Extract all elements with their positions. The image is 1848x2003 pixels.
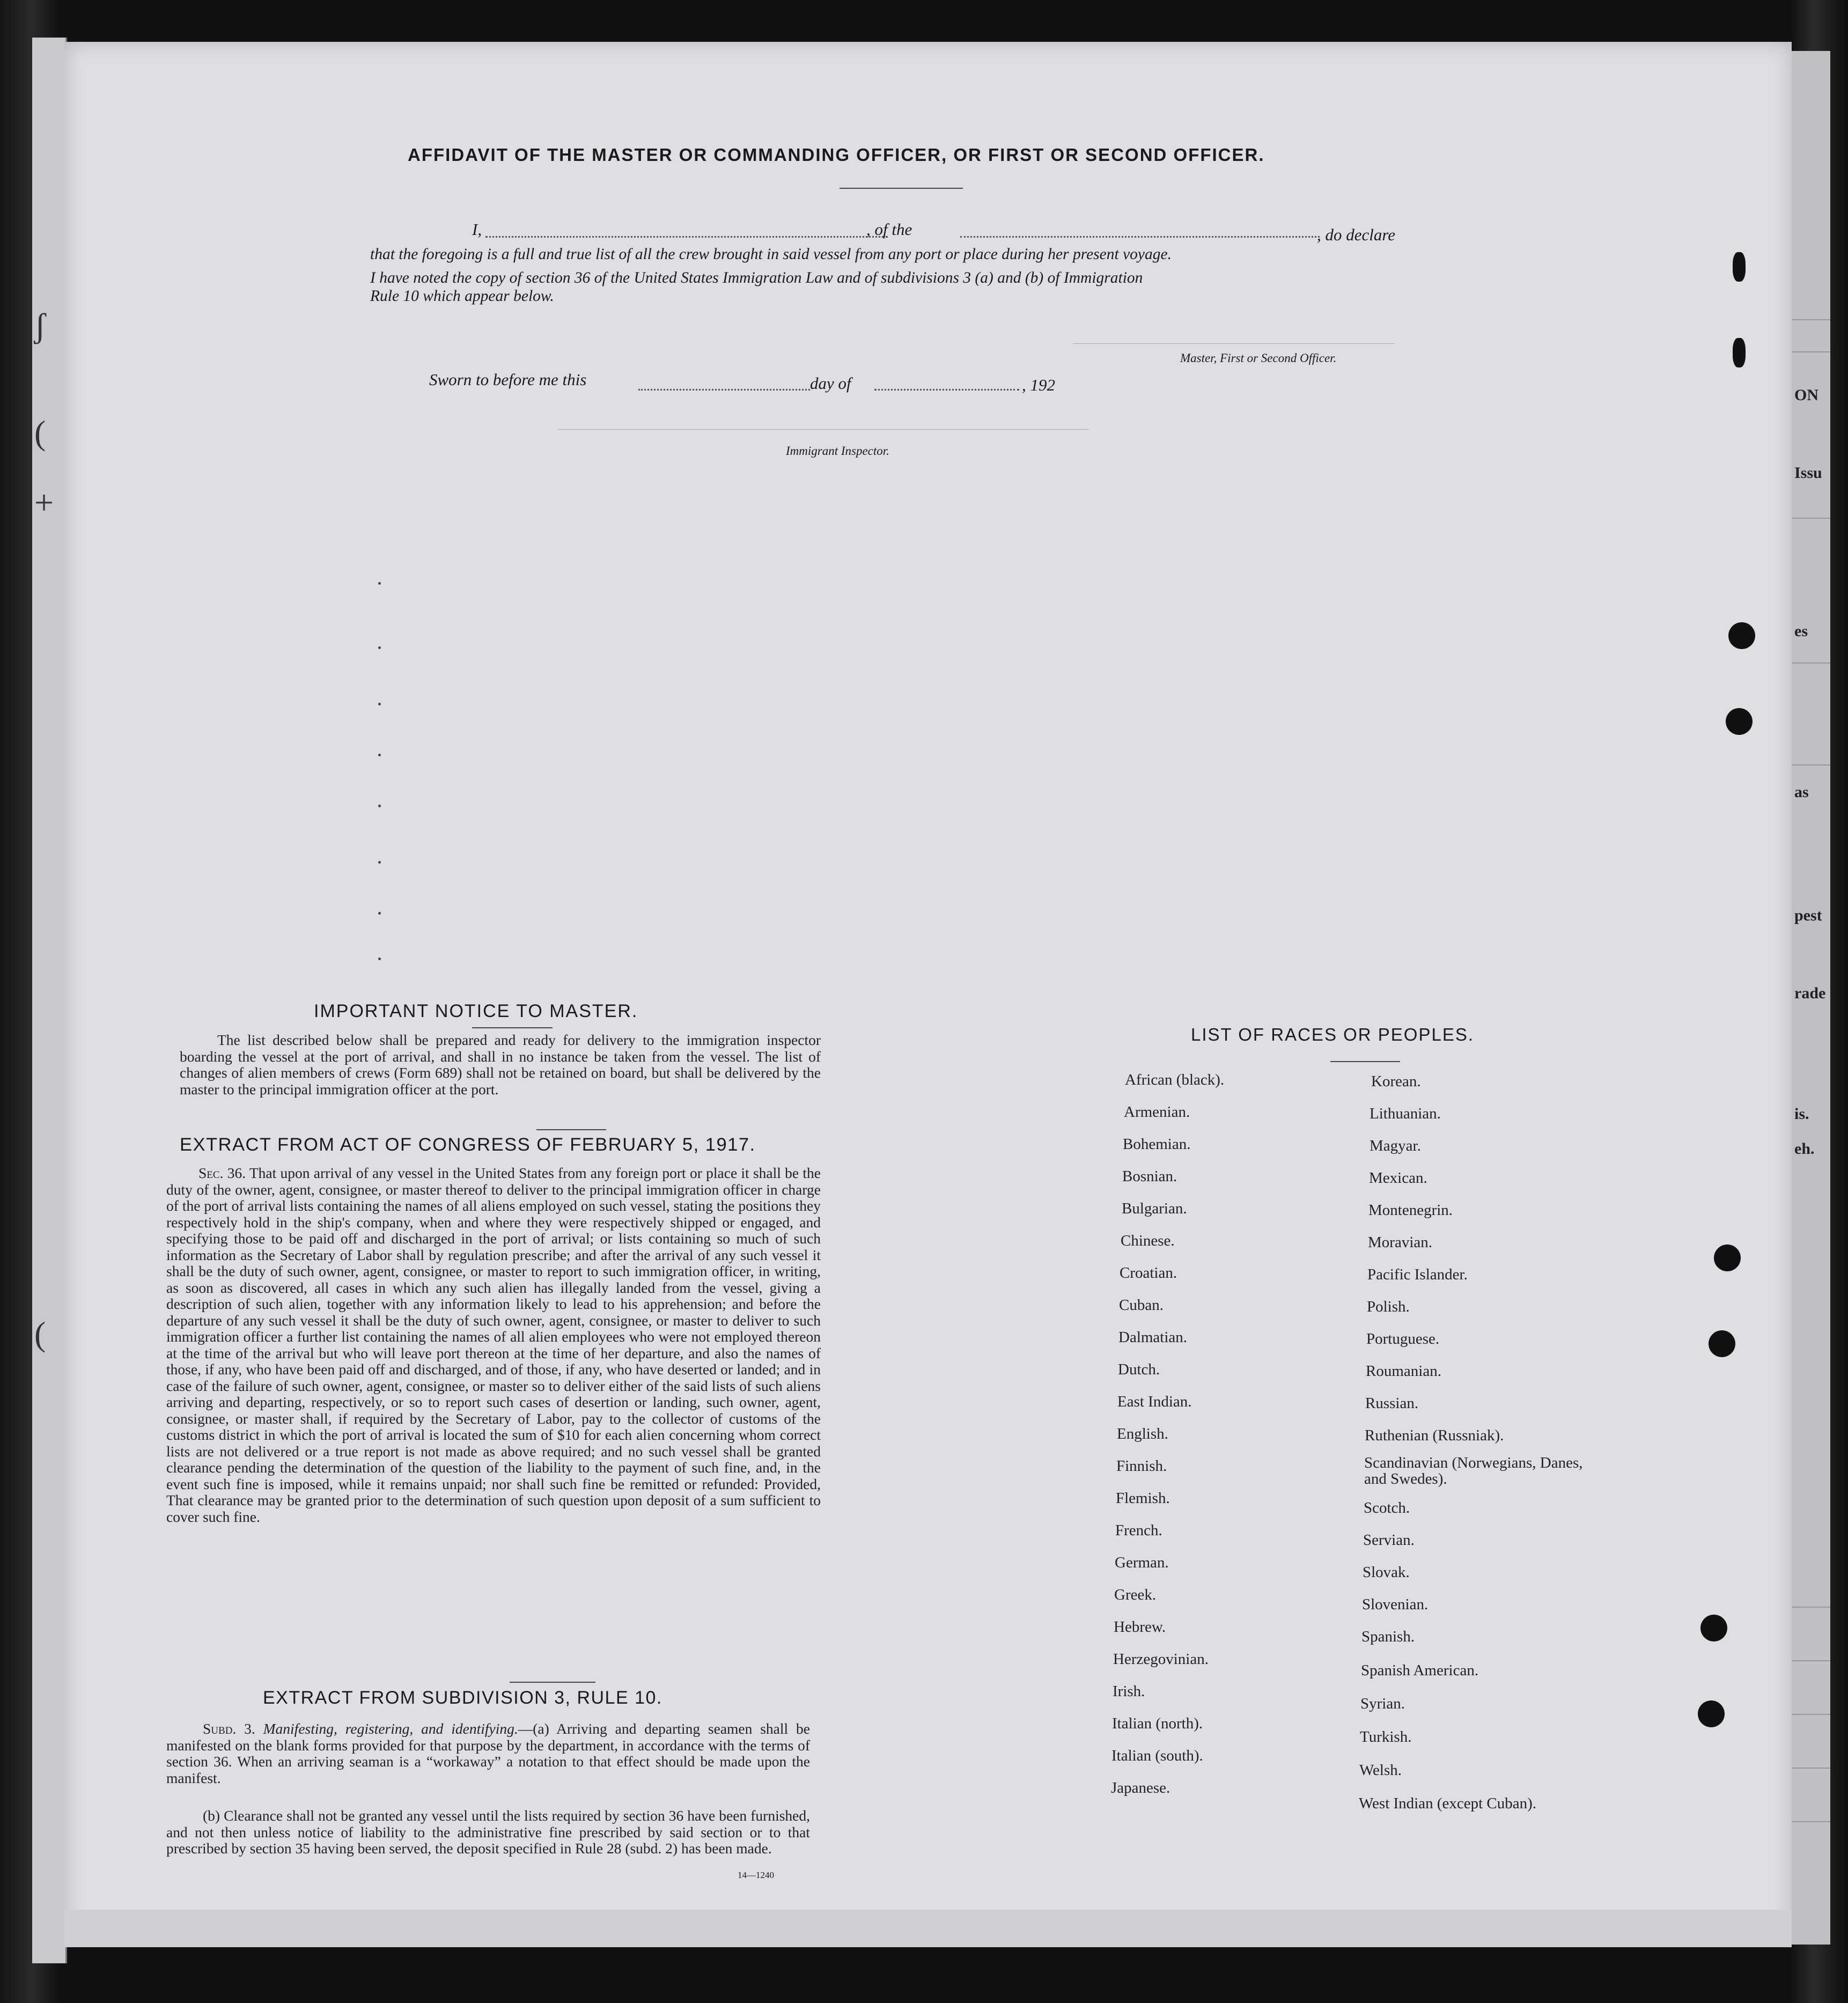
race-item: Korean. bbox=[1371, 1073, 1421, 1090]
adjacent-page-strip: ʃ ( + ( bbox=[32, 38, 67, 1963]
notice-rule bbox=[472, 1027, 553, 1028]
binder-hole bbox=[1728, 622, 1755, 649]
race-item: Hebrew. bbox=[1114, 1618, 1166, 1636]
affidavit-line-4: Rule 10 which appear below. bbox=[370, 288, 554, 305]
rule-divider bbox=[510, 1682, 595, 1683]
race-item: Slovak. bbox=[1363, 1564, 1410, 1581]
race-item: Bulgarian. bbox=[1122, 1200, 1187, 1217]
binder-hole bbox=[1726, 708, 1753, 735]
race-item: Chinese. bbox=[1121, 1232, 1175, 1249]
race-item: Pacific Islander. bbox=[1367, 1266, 1468, 1283]
affidavit-of-the: , of the bbox=[866, 220, 912, 239]
race-item: Bohemian. bbox=[1123, 1136, 1191, 1153]
races-rule bbox=[1330, 1061, 1400, 1062]
page-bottom-shadow bbox=[64, 1910, 1792, 1947]
extract-rule-divider bbox=[536, 1129, 606, 1130]
race-item: Turkish. bbox=[1360, 1728, 1412, 1746]
race-item: Greek. bbox=[1114, 1586, 1157, 1603]
binder-hole-edge bbox=[1733, 252, 1746, 282]
margin-dot bbox=[378, 703, 381, 705]
race-item: East Indian. bbox=[1117, 1393, 1192, 1410]
underlying-fragment: as bbox=[1794, 783, 1809, 801]
affidavit-line-2: that the foregoing is a full and true list of all the crew brought in said vessel from any port or place during her present voyage. bbox=[370, 246, 1172, 263]
race-item: Montenegrin. bbox=[1368, 1202, 1453, 1219]
race-item: Flemish. bbox=[1116, 1490, 1170, 1507]
subd-label: Subd. 3. bbox=[203, 1720, 255, 1737]
margin-dot bbox=[378, 958, 381, 960]
race-item: Spanish American. bbox=[1361, 1662, 1479, 1679]
race-item: Croatian. bbox=[1120, 1264, 1177, 1282]
sworn-month-blank[interactable] bbox=[874, 389, 1019, 391]
race-item: Scandinavian (Norwegians, Danes, and Swedes). bbox=[1364, 1454, 1583, 1487]
race-item: Cuban. bbox=[1119, 1297, 1164, 1314]
underlying-fragment: eh. bbox=[1794, 1140, 1815, 1158]
race-item: Scotch. bbox=[1364, 1499, 1410, 1516]
form-number: 14—1240 bbox=[738, 1870, 774, 1880]
underlying-fragment: rade bbox=[1794, 984, 1826, 1002]
binder-hole bbox=[1714, 1244, 1741, 1271]
notice-text: The list described below shall be prepared and ready for delivery to the immigration inspector boarding the vessel at the port of arrival, and shall in no instance be taken from the vessel. The list of changes of alien members of crews (Form 689) shall not be retained on board, but shall be delivered by the master to the principal immigration officer at the port. bbox=[180, 1032, 821, 1098]
race-item: Finnish. bbox=[1116, 1457, 1167, 1475]
race-item: Servian. bbox=[1363, 1531, 1415, 1549]
extract-act-heading: EXTRACT FROM ACT OF CONGRESS OF FEBRUARY 5, 1917. bbox=[180, 1135, 756, 1155]
margin-dot bbox=[378, 861, 381, 864]
affidavit-i: I, bbox=[472, 220, 482, 239]
binder-hole-edge bbox=[1733, 338, 1746, 367]
underlying-fragment: Issu bbox=[1794, 464, 1822, 482]
race-item: African (black). bbox=[1125, 1071, 1225, 1088]
binder-hole bbox=[1698, 1700, 1725, 1727]
name-blank[interactable] bbox=[485, 236, 888, 238]
underlying-fragment: ON bbox=[1794, 386, 1818, 404]
race-item: Roumanian. bbox=[1366, 1363, 1441, 1380]
race-item: Bosnian. bbox=[1122, 1168, 1177, 1185]
race-item: Welsh. bbox=[1359, 1762, 1402, 1779]
margin-dot bbox=[378, 805, 381, 807]
margin-dot bbox=[378, 582, 381, 585]
vessel-blank[interactable] bbox=[960, 236, 1320, 238]
race-item: Italian (south). bbox=[1111, 1747, 1203, 1764]
underlying-fragment: is. bbox=[1794, 1105, 1809, 1123]
races-heading: LIST OF RACES OR PEOPLES. bbox=[1191, 1025, 1475, 1044]
race-item: Japanese. bbox=[1111, 1779, 1170, 1796]
subd-title: Manifesting, registering, and identifying. bbox=[263, 1720, 518, 1737]
sworn-label: Sworn to before me this bbox=[429, 370, 587, 389]
notice-heading: IMPORTANT NOTICE TO MASTER. bbox=[314, 1001, 638, 1021]
race-item: Polish. bbox=[1367, 1298, 1410, 1315]
affidavit-line-3: I have noted the copy of section 36 of the United States Immigration Law and of subdivisions 3 (a) and (b) of Immigration bbox=[370, 269, 1143, 286]
master-signature-line[interactable] bbox=[1073, 343, 1395, 344]
race-item: Dalmatian. bbox=[1118, 1329, 1188, 1346]
race-item: Italian (north). bbox=[1112, 1715, 1203, 1732]
margin-dot bbox=[378, 646, 381, 649]
subd-a-text: —(a) Arriving and departing seamen shall be manifested on the blank forms provided for that purpose by the department, in accordance with the terms of section 36. When an arriving seaman is a “workaway” a notation to that effect should be made upon the manifest. bbox=[166, 1720, 810, 1786]
race-item: Portuguese. bbox=[1366, 1330, 1440, 1347]
race-item: Herzegovinian. bbox=[1113, 1651, 1209, 1668]
day-of-label: day of bbox=[810, 374, 851, 393]
race-item: Moravian. bbox=[1368, 1234, 1432, 1251]
master-caption: Master, First or Second Officer. bbox=[1180, 351, 1337, 365]
underlying-fragment: pest bbox=[1794, 907, 1822, 924]
extract-rule-heading: EXTRACT FROM SUBDIVISION 3, RULE 10. bbox=[263, 1688, 662, 1708]
subd-b-text: (b) Clearance shall not be granted any vessel until the lists required by section 36 have been furnished, and not then unless notice of liability to the administrative fine prescribed by said section or to that prescribed by section 35 having been served, the deposit specified in Rule 28 (subd. 2) has been made. bbox=[166, 1807, 810, 1857]
race-item: Magyar. bbox=[1370, 1137, 1421, 1154]
affidavit-heading: AFFIDAVIT OF THE MASTER OR COMMANDING OFFICER, OR FIRST OR SECOND OFFICER. bbox=[408, 145, 1265, 165]
race-item: Irish. bbox=[1113, 1683, 1145, 1700]
binder-hole bbox=[1709, 1330, 1735, 1357]
affidavit-declare: , do declare bbox=[1317, 225, 1396, 244]
race-item: Russian. bbox=[1365, 1395, 1419, 1412]
race-item: Ruthenian (Russniak). bbox=[1365, 1427, 1504, 1444]
sworn-day-blank[interactable] bbox=[638, 389, 810, 391]
inspector-caption: Immigrant Inspector. bbox=[786, 444, 889, 458]
extract-act-text bbox=[166, 1165, 821, 1525]
binder-hole bbox=[1700, 1615, 1727, 1641]
race-item: English. bbox=[1117, 1425, 1168, 1442]
inspector-signature-line[interactable] bbox=[558, 429, 1089, 430]
race-item: Dutch. bbox=[1118, 1361, 1160, 1378]
race-item: Lithuanian. bbox=[1370, 1105, 1441, 1122]
race-item: West Indian (except Cuban). bbox=[1359, 1795, 1537, 1812]
race-item: Mexican. bbox=[1369, 1169, 1427, 1187]
race-item: Armenian. bbox=[1124, 1103, 1190, 1121]
race-item: Syrian. bbox=[1360, 1695, 1405, 1712]
document-page bbox=[64, 42, 1792, 1946]
race-item: Spanish. bbox=[1361, 1628, 1415, 1645]
sec-36-text: That upon arrival of any vessel in the United States from any foreign port or place it shall be the duty of the owner, agent, consignee, or master thereof to deliver to the principal immigration officer in charge of the port of arrival lists containing the names of all aliens employed on such vessel, stating the positions they respectively hold in the ship's company, when and where they were respectively shipped or engaged, and specifying those to be paid off and discharged in the port of arrival; or lists containing so much of such information as the Secretary of Labor shall by regulation prescribe; and after the arrival of any such vessel it shall be the duty of such owner, agent, consignee, or master to report to such immigration officer, in writing, as soon as discovered, all cases in which any such alien has illegally landed from the vessel, giving a description of such alien, together with any information likely to lead to his apprehension; and before the departure of any such vessel it shall be the duty of such owner, agent, consignee, or master to deliver to such immigration officer a further list containing the names of all alien employees who were not employed thereon at the time of the arrival but who will leave port thereon at the time of her departure, and also the names of those, if any, who have been paid off and discharged, and of those, if any, who have deserted or landed; and in case of the failure of such owner, agent, consignee, or master so to deliver either of the said lists of such aliens arriving and departing, respectively, or so to report such cases of desertion or landing, such owner, agent, consignee, or master shall, if required by the Secretary of Labor, pay to the collector of customs of the customs district in which the port of arrival is located the sum of $10 for each alien concerning whom correct lists are not delivered or a true report is not made as above required; and no such vessel shall be granted clearance pending the determination of the question of the liability to the payment of such fine, and, in the event such fine is imposed, while it remains unpaid; nor shall such fine be remitted or refunded: Provided, That clearance may be granted prior to the determination of such question upon deposit of a sum sufficient to cover such fine. bbox=[166, 1165, 821, 1525]
heading-rule bbox=[840, 188, 963, 189]
year-label: , 192 bbox=[1022, 375, 1055, 394]
sec-label: Sec. 36. bbox=[198, 1165, 246, 1181]
margin-dot bbox=[378, 754, 381, 756]
race-item: German. bbox=[1115, 1554, 1169, 1571]
subd-3-text bbox=[166, 1721, 810, 1786]
margin-dot bbox=[378, 912, 381, 915]
race-item: Slovenian. bbox=[1362, 1596, 1429, 1613]
underlying-fragment: es bbox=[1794, 622, 1808, 640]
race-item: French. bbox=[1115, 1522, 1162, 1539]
